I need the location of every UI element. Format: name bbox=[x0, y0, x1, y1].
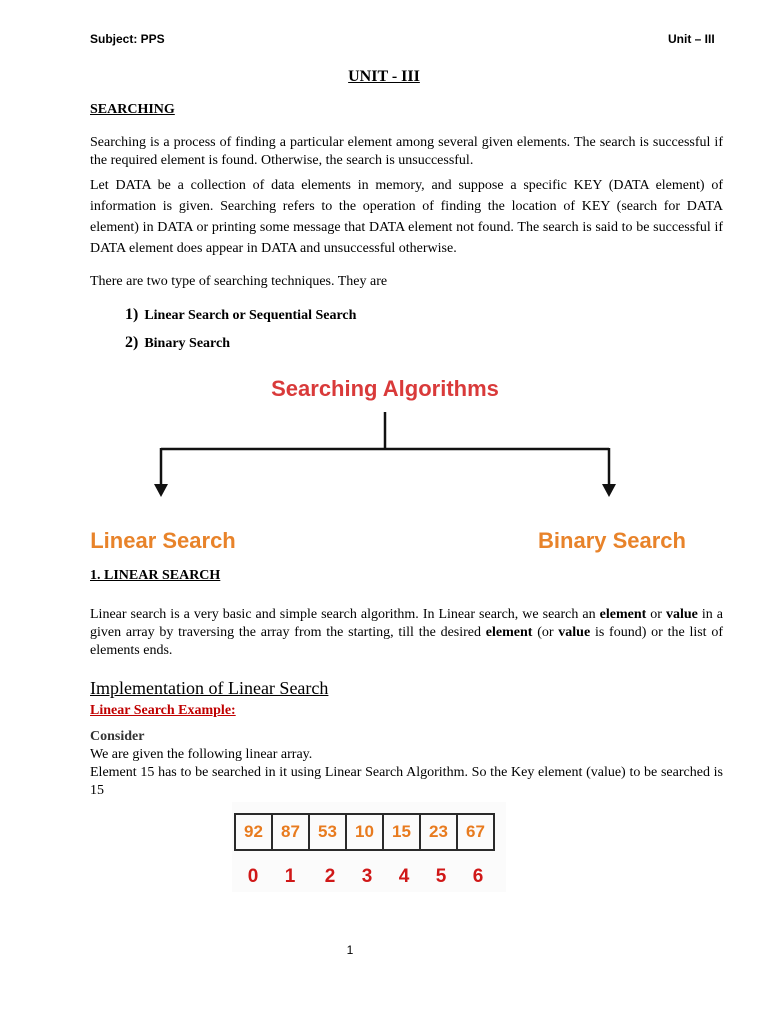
linear-search-heading: 1. LINEAR SEARCH bbox=[90, 568, 221, 583]
header-subject: Subject: PPS bbox=[90, 32, 165, 46]
section-heading-searching: SEARCHING bbox=[90, 102, 175, 117]
types-intro: There are two type of searching techniques. They are bbox=[90, 274, 388, 289]
linear-text-4: (or bbox=[532, 625, 559, 640]
array-cell: 53 bbox=[308, 813, 347, 851]
linear-bold-4: value bbox=[558, 625, 591, 640]
array-index: 6 bbox=[472, 866, 484, 887]
intro-paragraph: Searching is a process of finding a particular element among several given elements. The search is successful if the required element is found. Otherwise, the search is unsuccessful. bbox=[90, 135, 723, 168]
right-arrow-icon bbox=[602, 484, 616, 497]
implementation-heading: Implementation of Linear Search bbox=[90, 678, 329, 698]
linear-text-3: in a given array by traversing the array from the starting, till the desired bbox=[90, 607, 723, 640]
linear-bold-3: element bbox=[485, 625, 533, 640]
header-unit: Unit – III bbox=[668, 32, 715, 46]
linear-text-5: is found) or the list of elements ends. bbox=[90, 625, 723, 658]
element-search-line: Element 15 has to be searched in it using Linear Search Algorithm. So the Key element (value) to be searched is 15 bbox=[90, 765, 723, 798]
technique-number: 1) bbox=[125, 306, 139, 323]
array-cell: 92 bbox=[234, 813, 273, 851]
technique-label: Binary Search bbox=[144, 336, 231, 351]
diagram-right-label: Binary Search bbox=[538, 528, 686, 553]
left-arrow-icon bbox=[154, 484, 168, 497]
array-cell: 15 bbox=[382, 813, 421, 851]
array-cell: 87 bbox=[271, 813, 310, 851]
technique-item-2 bbox=[125, 334, 230, 352]
array-index: 5 bbox=[435, 866, 447, 887]
technique-label: Linear Search or Sequential Search bbox=[144, 308, 357, 323]
linear-text-2: or bbox=[646, 607, 666, 622]
diagram-title: Searching Algorithms bbox=[271, 376, 499, 401]
linear-paragraph bbox=[90, 606, 723, 660]
array-index: 2 bbox=[324, 866, 336, 887]
technique-item-1 bbox=[125, 306, 356, 324]
array-cell: 67 bbox=[456, 813, 495, 851]
array-index: 4 bbox=[398, 866, 410, 887]
diagram-left-label: Linear Search bbox=[90, 528, 236, 553]
array-cells bbox=[234, 813, 500, 851]
page-title-text: UNIT - III bbox=[348, 68, 420, 85]
array-index: 1 bbox=[284, 866, 296, 887]
data-paragraph: Let DATA be a collection of data elements in memory, and suppose a specific KEY (DATA element) of information is given. Searching refers to the operation of finding the location of KEY (search for DATA element) in DATA or printing some message that DATA element not found. The search is said to be successful if DATA element does appear in DATA and unsuccessful otherwise. bbox=[90, 178, 723, 256]
technique-number: 2) bbox=[125, 334, 139, 351]
page-number: 1 bbox=[346, 943, 354, 957]
array-index: 3 bbox=[361, 866, 373, 887]
array-cell: 23 bbox=[419, 813, 458, 851]
given-array-line: We are given the following linear array. bbox=[90, 747, 313, 762]
diagram-svg bbox=[0, 360, 768, 560]
example-heading: Linear Search Example: bbox=[90, 703, 236, 718]
array-figure bbox=[232, 802, 506, 892]
searching-algorithms-diagram bbox=[0, 360, 768, 560]
consider-label: Consider bbox=[90, 729, 145, 744]
array-indices bbox=[234, 866, 500, 890]
array-cell: 10 bbox=[345, 813, 384, 851]
page-title bbox=[0, 68, 768, 86]
linear-text-1: Linear search is a very basic and simple search algorithm. In Linear search, we search an bbox=[90, 607, 600, 622]
linear-bold-2: value bbox=[665, 607, 698, 622]
linear-bold-1: element bbox=[599, 607, 647, 622]
array-index: 0 bbox=[247, 866, 259, 887]
